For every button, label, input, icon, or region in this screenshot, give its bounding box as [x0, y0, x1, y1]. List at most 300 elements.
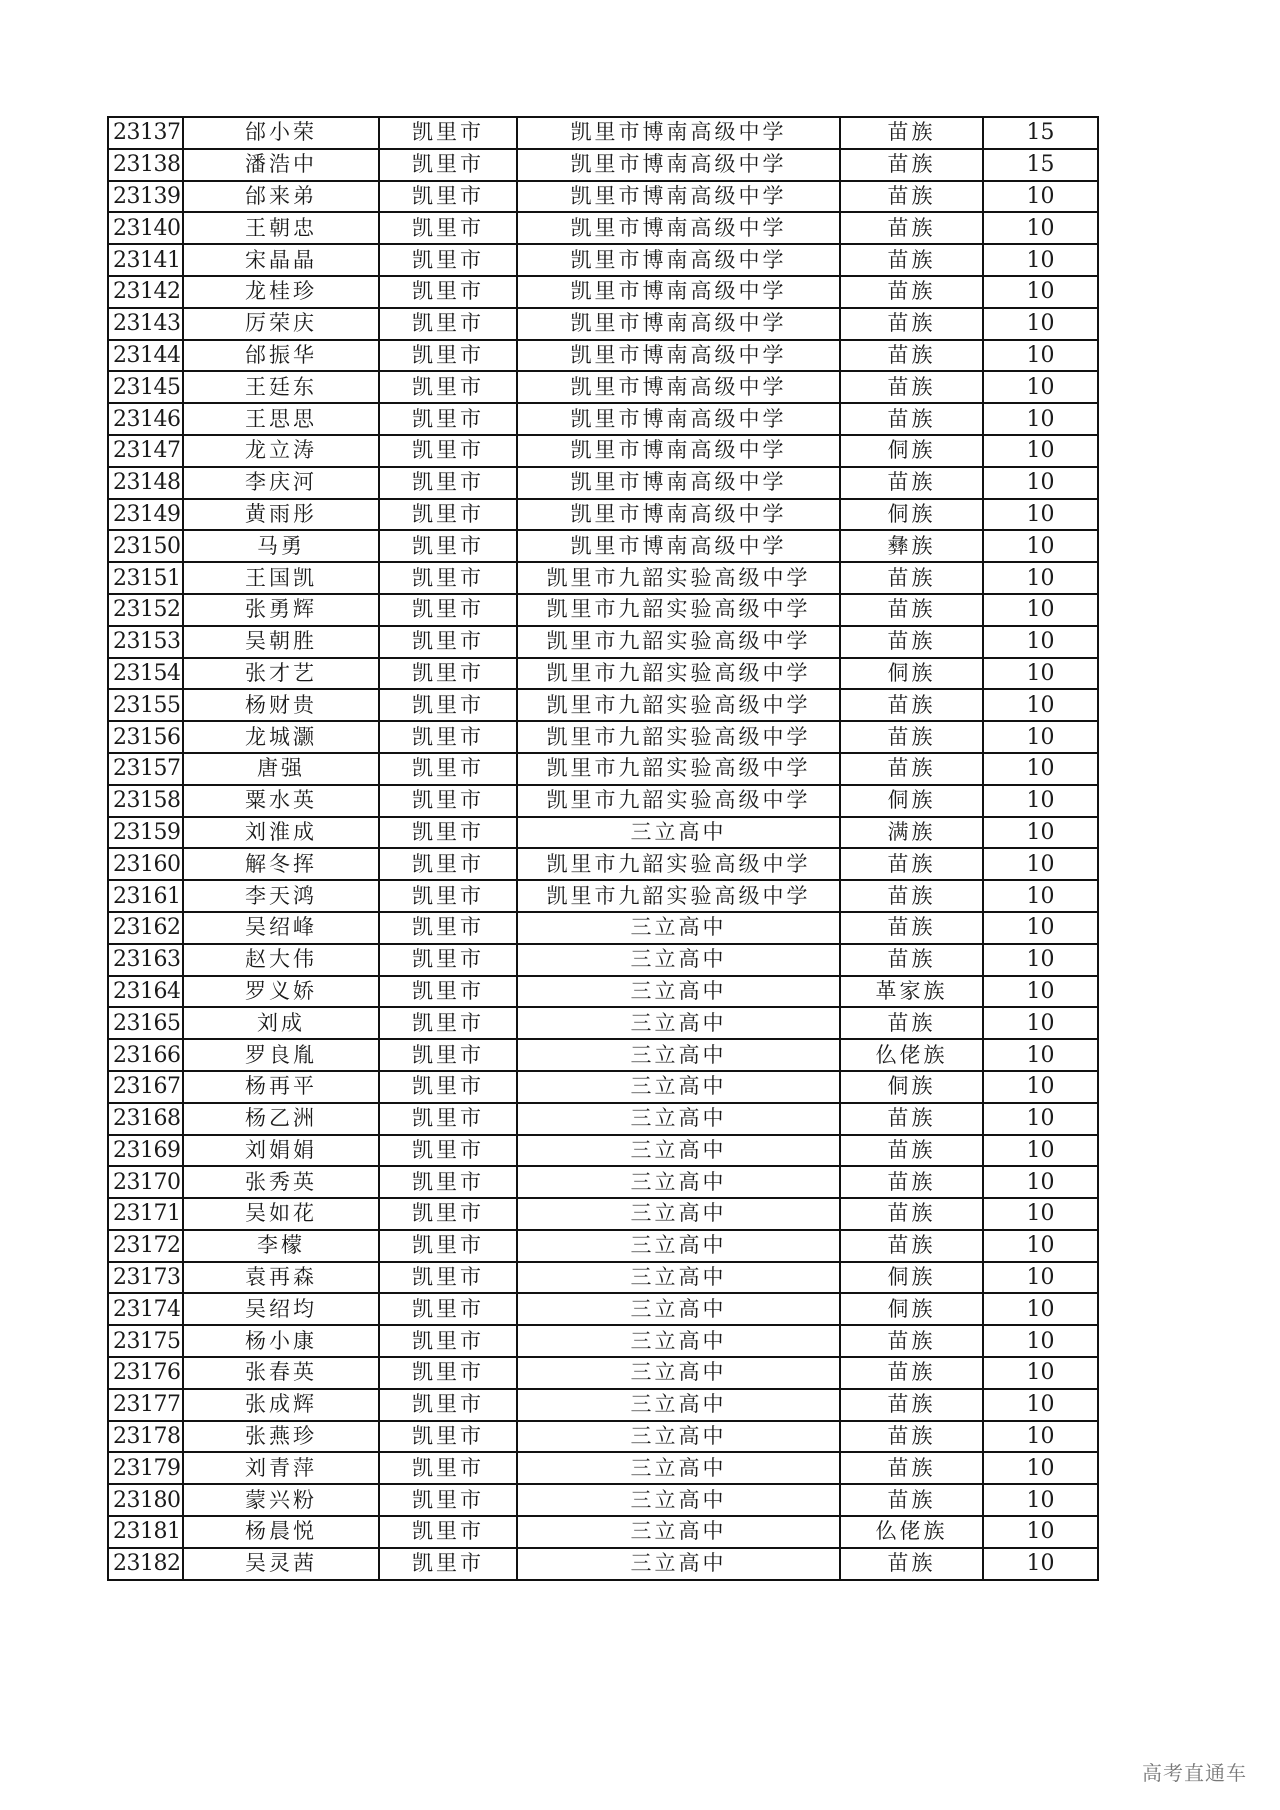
cell-score: 10 — [983, 403, 1098, 435]
cell-id: 23143 — [108, 308, 183, 340]
cell-name: 袁再森 — [183, 1262, 379, 1294]
cell-id: 23150 — [108, 530, 183, 562]
cell-city: 凯里市 — [379, 435, 517, 467]
cell-city: 凯里市 — [379, 626, 517, 658]
cell-score: 10 — [983, 435, 1098, 467]
cell-ethnicity: 侗族 — [840, 435, 983, 467]
cell-id: 23166 — [108, 1039, 183, 1071]
cell-score: 10 — [983, 976, 1098, 1008]
cell-ethnicity: 侗族 — [840, 1293, 983, 1325]
cell-city: 凯里市 — [379, 1262, 517, 1294]
cell-name: 蒙兴粉 — [183, 1484, 379, 1516]
cell-city: 凯里市 — [379, 1516, 517, 1548]
cell-school: 凯里市博南高级中学 — [517, 149, 840, 181]
cell-ethnicity: 苗族 — [840, 562, 983, 594]
cell-ethnicity: 苗族 — [840, 753, 983, 785]
cell-city: 凯里市 — [379, 817, 517, 849]
cell-ethnicity: 苗族 — [840, 944, 983, 976]
cell-ethnicity: 苗族 — [840, 1452, 983, 1484]
cell-name: 吴绍均 — [183, 1293, 379, 1325]
cell-school: 凯里市博南高级中学 — [517, 499, 840, 531]
cell-id: 23140 — [108, 212, 183, 244]
cell-name: 吴如花 — [183, 1198, 379, 1230]
cell-score: 10 — [983, 1135, 1098, 1167]
cell-city: 凯里市 — [379, 1135, 517, 1167]
cell-name: 龙立涛 — [183, 435, 379, 467]
cell-school: 凯里市博南高级中学 — [517, 435, 840, 467]
cell-school: 三立高中 — [517, 1325, 840, 1357]
watermark: 高考直通车 — [1142, 1761, 1247, 1785]
table-row — [108, 117, 1098, 149]
cell-ethnicity: 苗族 — [840, 880, 983, 912]
cell-id: 23147 — [108, 435, 183, 467]
table-row — [108, 181, 1098, 213]
cell-id: 23148 — [108, 467, 183, 499]
table-row — [108, 1071, 1098, 1103]
cell-id: 23178 — [108, 1421, 183, 1453]
table-row — [108, 1516, 1098, 1548]
table-row — [108, 244, 1098, 276]
cell-id: 23151 — [108, 562, 183, 594]
cell-city: 凯里市 — [379, 944, 517, 976]
table-row — [108, 212, 1098, 244]
cell-school: 三立高中 — [517, 912, 840, 944]
cell-score: 10 — [983, 912, 1098, 944]
cell-ethnicity: 苗族 — [840, 181, 983, 213]
cell-city: 凯里市 — [379, 721, 517, 753]
cell-city: 凯里市 — [379, 689, 517, 721]
cell-school: 凯里市九韶实验高级中学 — [517, 848, 840, 880]
cell-city: 凯里市 — [379, 149, 517, 181]
cell-school: 凯里市博南高级中学 — [517, 244, 840, 276]
cell-id: 23142 — [108, 276, 183, 308]
cell-id: 23162 — [108, 912, 183, 944]
table-row — [108, 308, 1098, 340]
cell-score: 10 — [983, 626, 1098, 658]
table-row — [108, 817, 1098, 849]
cell-name: 王国凯 — [183, 562, 379, 594]
cell-city: 凯里市 — [379, 244, 517, 276]
table-row — [108, 435, 1098, 467]
cell-id: 23176 — [108, 1357, 183, 1389]
table-row — [108, 1039, 1098, 1071]
cell-score: 10 — [983, 1548, 1098, 1580]
cell-ethnicity: 苗族 — [840, 848, 983, 880]
table-row — [108, 530, 1098, 562]
cell-ethnicity: 苗族 — [840, 371, 983, 403]
cell-city: 凯里市 — [379, 785, 517, 817]
cell-name: 黄雨彤 — [183, 499, 379, 531]
cell-city: 凯里市 — [379, 1230, 517, 1262]
cell-name: 罗义娇 — [183, 976, 379, 1008]
cell-score: 15 — [983, 117, 1098, 149]
cell-name: 张勇辉 — [183, 594, 379, 626]
cell-ethnicity: 苗族 — [840, 912, 983, 944]
cell-school: 三立高中 — [517, 1357, 840, 1389]
table-row — [108, 1166, 1098, 1198]
table-row — [108, 912, 1098, 944]
cell-id: 23181 — [108, 1516, 183, 1548]
cell-city: 凯里市 — [379, 1039, 517, 1071]
cell-name: 宋晶晶 — [183, 244, 379, 276]
cell-city: 凯里市 — [379, 371, 517, 403]
cell-id: 23164 — [108, 976, 183, 1008]
cell-name: 龙桂珍 — [183, 276, 379, 308]
cell-name: 解冬挥 — [183, 848, 379, 880]
cell-school: 三立高中 — [517, 1198, 840, 1230]
cell-city: 凯里市 — [379, 499, 517, 531]
cell-id: 23155 — [108, 689, 183, 721]
cell-score: 10 — [983, 848, 1098, 880]
bonus-points-table — [107, 116, 1099, 1581]
cell-name: 粟水英 — [183, 785, 379, 817]
table-row — [108, 594, 1098, 626]
cell-ethnicity: 苗族 — [840, 1198, 983, 1230]
cell-name: 张春英 — [183, 1357, 379, 1389]
cell-score: 10 — [983, 467, 1098, 499]
cell-school: 凯里市博南高级中学 — [517, 212, 840, 244]
cell-id: 23154 — [108, 658, 183, 690]
cell-city: 凯里市 — [379, 658, 517, 690]
cell-school: 凯里市博南高级中学 — [517, 276, 840, 308]
cell-score: 10 — [983, 753, 1098, 785]
cell-school: 凯里市九韶实验高级中学 — [517, 562, 840, 594]
table-row — [108, 1421, 1098, 1453]
cell-name: 潘浩中 — [183, 149, 379, 181]
cell-school: 凯里市九韶实验高级中学 — [517, 626, 840, 658]
cell-id: 23163 — [108, 944, 183, 976]
cell-score: 10 — [983, 817, 1098, 849]
cell-score: 10 — [983, 785, 1098, 817]
table-row — [108, 499, 1098, 531]
cell-ethnicity: 革家族 — [840, 976, 983, 1008]
cell-school: 凯里市九韶实验高级中学 — [517, 689, 840, 721]
cell-city: 凯里市 — [379, 1007, 517, 1039]
cell-school: 三立高中 — [517, 1230, 840, 1262]
table-row — [108, 1198, 1098, 1230]
cell-school: 凯里市博南高级中学 — [517, 181, 840, 213]
cell-name: 邰小荣 — [183, 117, 379, 149]
cell-score: 10 — [983, 1421, 1098, 1453]
cell-score: 10 — [983, 1452, 1098, 1484]
cell-name: 李檬 — [183, 1230, 379, 1262]
cell-score: 10 — [983, 1357, 1098, 1389]
cell-school: 三立高中 — [517, 817, 840, 849]
cell-school: 三立高中 — [517, 1135, 840, 1167]
cell-name: 杨财贵 — [183, 689, 379, 721]
cell-score: 10 — [983, 1230, 1098, 1262]
cell-score: 10 — [983, 1262, 1098, 1294]
cell-ethnicity: 苗族 — [840, 1484, 983, 1516]
cell-name: 赵大伟 — [183, 944, 379, 976]
cell-school: 三立高中 — [517, 1389, 840, 1421]
cell-score: 10 — [983, 1166, 1098, 1198]
table-body — [108, 117, 1098, 1580]
cell-city: 凯里市 — [379, 848, 517, 880]
table-row — [108, 1103, 1098, 1135]
cell-city: 凯里市 — [379, 1293, 517, 1325]
cell-school: 凯里市九韶实验高级中学 — [517, 880, 840, 912]
cell-city: 凯里市 — [379, 403, 517, 435]
table-row — [108, 753, 1098, 785]
cell-school: 凯里市博南高级中学 — [517, 530, 840, 562]
cell-id: 23179 — [108, 1452, 183, 1484]
cell-score: 10 — [983, 1198, 1098, 1230]
cell-id: 23139 — [108, 181, 183, 213]
cell-city: 凯里市 — [379, 753, 517, 785]
cell-id: 23159 — [108, 817, 183, 849]
cell-score: 10 — [983, 880, 1098, 912]
cell-name: 邰振华 — [183, 340, 379, 372]
cell-name: 杨小康 — [183, 1325, 379, 1357]
cell-city: 凯里市 — [379, 1325, 517, 1357]
table-row — [108, 658, 1098, 690]
table-row — [108, 1452, 1098, 1484]
cell-name: 杨晨悦 — [183, 1516, 379, 1548]
cell-id: 23149 — [108, 499, 183, 531]
cell-score: 10 — [983, 944, 1098, 976]
cell-school: 三立高中 — [517, 1421, 840, 1453]
cell-name: 刘成 — [183, 1007, 379, 1039]
cell-city: 凯里市 — [379, 467, 517, 499]
cell-id: 23158 — [108, 785, 183, 817]
cell-id: 23138 — [108, 149, 183, 181]
cell-name: 邰来弟 — [183, 181, 379, 213]
cell-ethnicity: 苗族 — [840, 1548, 983, 1580]
table-row — [108, 1325, 1098, 1357]
cell-name: 张燕珍 — [183, 1421, 379, 1453]
table-row — [108, 1262, 1098, 1294]
cell-score: 10 — [983, 1484, 1098, 1516]
cell-score: 10 — [983, 181, 1098, 213]
cell-city: 凯里市 — [379, 1166, 517, 1198]
cell-name: 杨再平 — [183, 1071, 379, 1103]
cell-name: 刘娟娟 — [183, 1135, 379, 1167]
cell-school: 三立高中 — [517, 1007, 840, 1039]
cell-id: 23169 — [108, 1135, 183, 1167]
cell-score: 10 — [983, 721, 1098, 753]
cell-school: 三立高中 — [517, 1548, 840, 1580]
cell-score: 10 — [983, 371, 1098, 403]
table-row — [108, 785, 1098, 817]
cell-score: 10 — [983, 499, 1098, 531]
cell-city: 凯里市 — [379, 562, 517, 594]
cell-ethnicity: 苗族 — [840, 689, 983, 721]
cell-score: 10 — [983, 276, 1098, 308]
cell-ethnicity: 满族 — [840, 817, 983, 849]
cell-id: 23153 — [108, 626, 183, 658]
table-row — [108, 1007, 1098, 1039]
cell-name: 罗良胤 — [183, 1039, 379, 1071]
cell-school: 凯里市博南高级中学 — [517, 371, 840, 403]
table-row — [108, 976, 1098, 1008]
cell-name: 龙城灏 — [183, 721, 379, 753]
cell-ethnicity: 苗族 — [840, 1103, 983, 1135]
cell-ethnicity: 苗族 — [840, 594, 983, 626]
cell-ethnicity: 苗族 — [840, 117, 983, 149]
cell-score: 10 — [983, 530, 1098, 562]
table-row — [108, 944, 1098, 976]
table-row — [108, 1357, 1098, 1389]
cell-school: 凯里市博南高级中学 — [517, 308, 840, 340]
cell-school: 凯里市博南高级中学 — [517, 467, 840, 499]
cell-name: 王朝忠 — [183, 212, 379, 244]
cell-ethnicity: 苗族 — [840, 1357, 983, 1389]
cell-score: 10 — [983, 212, 1098, 244]
cell-score: 10 — [983, 594, 1098, 626]
cell-city: 凯里市 — [379, 1357, 517, 1389]
cell-city: 凯里市 — [379, 212, 517, 244]
cell-score: 10 — [983, 1007, 1098, 1039]
table-row — [108, 340, 1098, 372]
cell-name: 唐强 — [183, 753, 379, 785]
cell-score: 10 — [983, 658, 1098, 690]
cell-id: 23182 — [108, 1548, 183, 1580]
cell-city: 凯里市 — [379, 1103, 517, 1135]
cell-score: 15 — [983, 149, 1098, 181]
cell-score: 10 — [983, 1516, 1098, 1548]
cell-id: 23171 — [108, 1198, 183, 1230]
cell-school: 凯里市博南高级中学 — [517, 340, 840, 372]
cell-id: 23161 — [108, 880, 183, 912]
cell-score: 10 — [983, 1325, 1098, 1357]
cell-score: 10 — [983, 340, 1098, 372]
cell-school: 三立高中 — [517, 1484, 840, 1516]
cell-ethnicity: 仫佬族 — [840, 1039, 983, 1071]
cell-id: 23141 — [108, 244, 183, 276]
cell-name: 马勇 — [183, 530, 379, 562]
cell-id: 23172 — [108, 1230, 183, 1262]
cell-ethnicity: 侗族 — [840, 1262, 983, 1294]
cell-ethnicity: 苗族 — [840, 1325, 983, 1357]
cell-school: 三立高中 — [517, 1071, 840, 1103]
table-row — [108, 1389, 1098, 1421]
cell-id: 23144 — [108, 340, 183, 372]
cell-score: 10 — [983, 308, 1098, 340]
cell-school: 凯里市九韶实验高级中学 — [517, 721, 840, 753]
cell-ethnicity: 苗族 — [840, 626, 983, 658]
cell-city: 凯里市 — [379, 181, 517, 213]
cell-id: 23156 — [108, 721, 183, 753]
cell-id: 23174 — [108, 1293, 183, 1325]
cell-ethnicity: 苗族 — [840, 1421, 983, 1453]
cell-school: 三立高中 — [517, 944, 840, 976]
cell-city: 凯里市 — [379, 308, 517, 340]
table-row — [108, 371, 1098, 403]
cell-ethnicity: 苗族 — [840, 212, 983, 244]
cell-ethnicity: 苗族 — [840, 1389, 983, 1421]
cell-school: 凯里市九韶实验高级中学 — [517, 785, 840, 817]
cell-id: 23170 — [108, 1166, 183, 1198]
cell-id: 23173 — [108, 1262, 183, 1294]
cell-id: 23145 — [108, 371, 183, 403]
cell-ethnicity: 苗族 — [840, 1166, 983, 1198]
table-row — [108, 626, 1098, 658]
cell-school: 三立高中 — [517, 1166, 840, 1198]
table-row — [108, 276, 1098, 308]
cell-school: 三立高中 — [517, 1293, 840, 1325]
cell-school: 凯里市博南高级中学 — [517, 403, 840, 435]
cell-score: 10 — [983, 689, 1098, 721]
cell-ethnicity: 侗族 — [840, 499, 983, 531]
table-row — [108, 1230, 1098, 1262]
cell-id: 23175 — [108, 1325, 183, 1357]
cell-school: 凯里市九韶实验高级中学 — [517, 594, 840, 626]
cell-name: 李天鸿 — [183, 880, 379, 912]
cell-city: 凯里市 — [379, 117, 517, 149]
cell-school: 凯里市九韶实验高级中学 — [517, 753, 840, 785]
cell-score: 10 — [983, 244, 1098, 276]
cell-id: 23168 — [108, 1103, 183, 1135]
cell-city: 凯里市 — [379, 530, 517, 562]
cell-id: 23146 — [108, 403, 183, 435]
cell-name: 王思思 — [183, 403, 379, 435]
cell-name: 刘淮成 — [183, 817, 379, 849]
cell-city: 凯里市 — [379, 1484, 517, 1516]
cell-ethnicity: 苗族 — [840, 403, 983, 435]
cell-ethnicity: 苗族 — [840, 1230, 983, 1262]
cell-ethnicity: 苗族 — [840, 308, 983, 340]
cell-school: 三立高中 — [517, 1103, 840, 1135]
cell-id: 23157 — [108, 753, 183, 785]
cell-id: 23165 — [108, 1007, 183, 1039]
cell-city: 凯里市 — [379, 340, 517, 372]
cell-city: 凯里市 — [379, 1548, 517, 1580]
cell-score: 10 — [983, 1071, 1098, 1103]
cell-ethnicity: 苗族 — [840, 467, 983, 499]
cell-ethnicity: 苗族 — [840, 340, 983, 372]
cell-name: 张秀英 — [183, 1166, 379, 1198]
table-row — [108, 403, 1098, 435]
cell-ethnicity: 苗族 — [840, 149, 983, 181]
cell-name: 厉荣庆 — [183, 308, 379, 340]
cell-school: 三立高中 — [517, 1452, 840, 1484]
cell-city: 凯里市 — [379, 1071, 517, 1103]
cell-name: 吴朝胜 — [183, 626, 379, 658]
cell-id: 23160 — [108, 848, 183, 880]
cell-name: 杨乙洲 — [183, 1103, 379, 1135]
cell-city: 凯里市 — [379, 880, 517, 912]
cell-name: 李庆河 — [183, 467, 379, 499]
cell-ethnicity: 苗族 — [840, 1135, 983, 1167]
cell-school: 三立高中 — [517, 976, 840, 1008]
cell-id: 23180 — [108, 1484, 183, 1516]
cell-ethnicity: 苗族 — [840, 1007, 983, 1039]
cell-score: 10 — [983, 562, 1098, 594]
table-row — [108, 562, 1098, 594]
cell-score: 10 — [983, 1103, 1098, 1135]
cell-city: 凯里市 — [379, 1198, 517, 1230]
cell-id: 23177 — [108, 1389, 183, 1421]
cell-id: 23137 — [108, 117, 183, 149]
cell-school: 三立高中 — [517, 1262, 840, 1294]
cell-id: 23152 — [108, 594, 183, 626]
cell-school: 凯里市九韶实验高级中学 — [517, 658, 840, 690]
table-row — [108, 848, 1098, 880]
table-row — [108, 1135, 1098, 1167]
cell-score: 10 — [983, 1293, 1098, 1325]
cell-ethnicity: 苗族 — [840, 721, 983, 753]
cell-score: 10 — [983, 1039, 1098, 1071]
cell-ethnicity: 彝族 — [840, 530, 983, 562]
cell-ethnicity: 苗族 — [840, 244, 983, 276]
cell-name: 吴灵茜 — [183, 1548, 379, 1580]
cell-city: 凯里市 — [379, 276, 517, 308]
cell-name: 张才艺 — [183, 658, 379, 690]
table-row — [108, 1484, 1098, 1516]
cell-name: 张成辉 — [183, 1389, 379, 1421]
table-row — [108, 880, 1098, 912]
